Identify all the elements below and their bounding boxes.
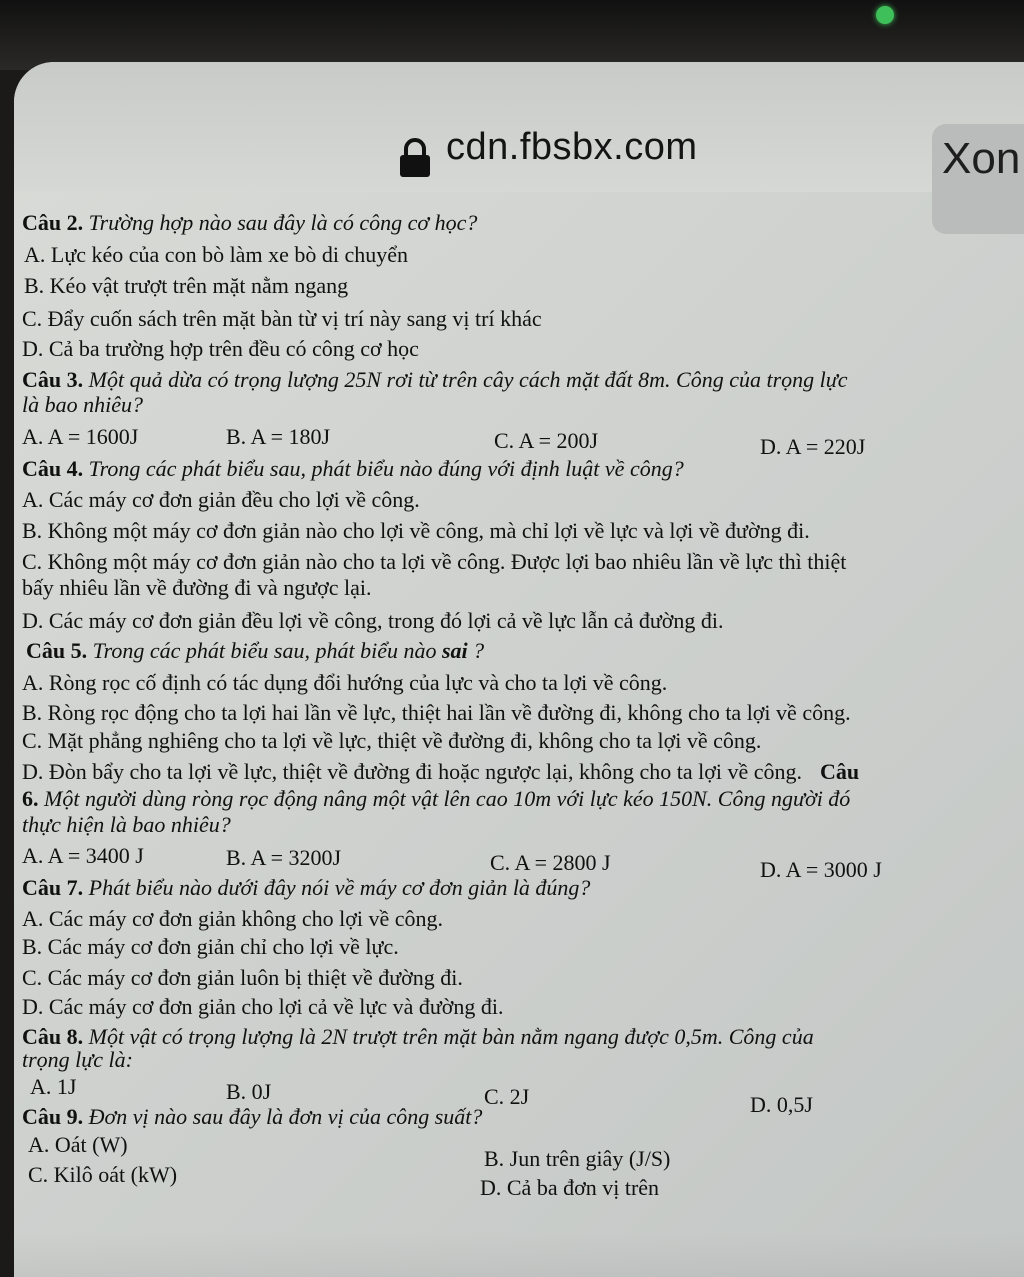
question-6-label: Câu bbox=[820, 759, 860, 784]
q4-option-a: A. Các máy cơ đơn giản đều cho lợi về công. bbox=[22, 487, 420, 512]
question-5-title bbox=[26, 638, 484, 664]
question-text: Phát biểu nào dưới đây nói về máy cơ đơn giản là đúng? bbox=[83, 875, 591, 900]
q7-option-b: B. Các máy cơ đơn giản chỉ cho lợi về lực. bbox=[22, 934, 399, 959]
question-number: 6. bbox=[22, 786, 39, 811]
question-7-title bbox=[22, 875, 590, 901]
q6-option-a: A. A = 3400 J bbox=[22, 843, 144, 868]
q8-option-c: C. 2J bbox=[484, 1084, 530, 1109]
url-text[interactable]: cdn.fbsbx.com bbox=[446, 126, 698, 168]
question-number: Câu 5. bbox=[26, 638, 88, 663]
question-number: Câu 7. bbox=[22, 875, 84, 900]
q6-option-d: D. A = 3000 J bbox=[760, 857, 882, 882]
q3-option-b: B. A = 180J bbox=[226, 424, 331, 449]
q7-option-c: C. Các máy cơ đơn giản luôn bị thiệt về đường đi. bbox=[22, 965, 463, 990]
question-3-title-cont: là bao nhiêu? bbox=[22, 392, 143, 417]
q9-option-a: A. Oát (W) bbox=[28, 1132, 128, 1157]
q9-option-d: D. Cả ba đơn vị trên bbox=[480, 1175, 660, 1200]
question-9-title bbox=[22, 1104, 482, 1130]
device-bezel bbox=[0, 0, 1024, 70]
question-text: Một quả dừa có trọng lượng 25N rơi từ trên cây cách mặt đất 8m. Công của trọng lực bbox=[83, 367, 848, 392]
question-text: Một vật có trọng lượng là 2N trượt trên mặt bàn nằm ngang được 0,5m. Công của bbox=[83, 1024, 814, 1049]
q8-option-b: B. 0J bbox=[226, 1079, 272, 1104]
q3-option-c: C. A = 200J bbox=[494, 428, 599, 453]
camera-indicator-icon bbox=[876, 6, 894, 24]
done-button[interactable]: Xon bbox=[932, 124, 1024, 234]
q4-option-c: C. Không một máy cơ đơn giản nào cho ta lợi về công. Được lợi bao nhiêu lần về lực thì thiệt bbox=[22, 549, 847, 574]
question-number: Câu 3. bbox=[22, 367, 84, 392]
q8-option-a: A. 1J bbox=[30, 1074, 77, 1099]
question-8-title bbox=[22, 1024, 814, 1050]
q7-option-d: D. Các máy cơ đơn giản cho lợi cả về lực và đường đi. bbox=[22, 994, 504, 1019]
q7-option-a: A. Các máy cơ đơn giản không cho lợi về công. bbox=[22, 906, 444, 931]
question-number: Câu 4. bbox=[22, 456, 84, 481]
page-shadow bbox=[14, 1232, 1024, 1277]
question-text: Trường hợp nào sau đây là có công cơ học? bbox=[83, 210, 478, 235]
address-bar[interactable] bbox=[14, 62, 1024, 192]
q5-option-a: A. Ròng rọc cố định có tác dụng đổi hướng của lực và cho ta lợi về công. bbox=[22, 670, 668, 695]
question-keyword: sai bbox=[441, 638, 468, 663]
q5-option-c: C. Mặt phẳng nghiêng cho ta lợi về lực, thiệt về đường đi, không cho ta lợi về công. bbox=[22, 728, 762, 753]
question-text: Trong các phát biểu sau, phát biểu nào đúng với định luật về công? bbox=[83, 456, 684, 481]
lock-icon bbox=[398, 138, 432, 178]
q9-option-c: C. Kilô oát (kW) bbox=[28, 1162, 178, 1187]
q6-option-c: C. A = 2800 J bbox=[490, 850, 611, 875]
q5-option-d bbox=[22, 759, 859, 785]
question-number: Câu 9. bbox=[22, 1104, 84, 1129]
question-text: Trong các phát biểu sau, phát biểu nào bbox=[87, 638, 442, 663]
q4-option-d: D. Các máy cơ đơn giản đều lợi về công, trong đó lợi cả về lực lẫn cả đường đi. bbox=[22, 608, 724, 633]
question-6-title bbox=[22, 786, 850, 812]
question-2-title bbox=[22, 210, 477, 236]
q4-option-b: B. Không một máy cơ đơn giản nào cho lợi về công, mà chỉ lợi về lực và lợi về đường đi. bbox=[22, 518, 810, 543]
question-3-title bbox=[22, 367, 848, 393]
q4-option-c-cont: bấy nhiêu lần về đường đi và ngược lại. bbox=[22, 575, 372, 600]
question-number: Câu 8. bbox=[22, 1024, 84, 1049]
q3-option-a: A. A = 1600J bbox=[22, 424, 139, 449]
q5-option-b: B. Ròng rọc động cho ta lợi hai lần về lực, thiệt hai lần về đường đi, không cho ta lợi về công. bbox=[22, 700, 851, 725]
question-text: Đơn vị nào sau đây là đơn vị của công suất? bbox=[83, 1104, 483, 1129]
q5-option-d-text: D. Đòn bẩy cho ta lợi về lực, thiệt về đường đi hoặc ngược lại, không cho ta lợi về công. bbox=[22, 759, 803, 784]
question-6-title-cont: thực hiện là bao nhiêu? bbox=[22, 812, 231, 837]
q2-option-d: D. Cả ba trường hợp trên đều có công cơ học bbox=[22, 336, 419, 361]
q2-option-c: C. Đẩy cuốn sách trên mặt bàn từ vị trí này sang vị trí khác bbox=[22, 306, 542, 331]
q8-option-d: D. 0,5J bbox=[750, 1092, 813, 1117]
q6-option-b: B. A = 3200J bbox=[226, 845, 342, 870]
question-text-end: ? bbox=[467, 638, 485, 663]
q2-option-b: B. Kéo vật trượt trên mặt nằm ngang bbox=[24, 273, 349, 298]
question-number: Câu 2. bbox=[22, 210, 84, 235]
question-4-title bbox=[22, 456, 684, 482]
q2-option-a: A. Lực kéo của con bò làm xe bò di chuyển bbox=[24, 242, 408, 267]
browser-screen bbox=[14, 62, 1024, 1277]
q9-option-b: B. Jun trên giây (J/S) bbox=[484, 1146, 671, 1171]
q3-option-d: D. A = 220J bbox=[760, 434, 866, 459]
question-text: Một người dùng ròng rọc động nâng một vật lên cao 10m với lực kéo 150N. Công người đó bbox=[38, 786, 851, 811]
question-8-title-cont: trọng lực là: bbox=[22, 1047, 133, 1072]
